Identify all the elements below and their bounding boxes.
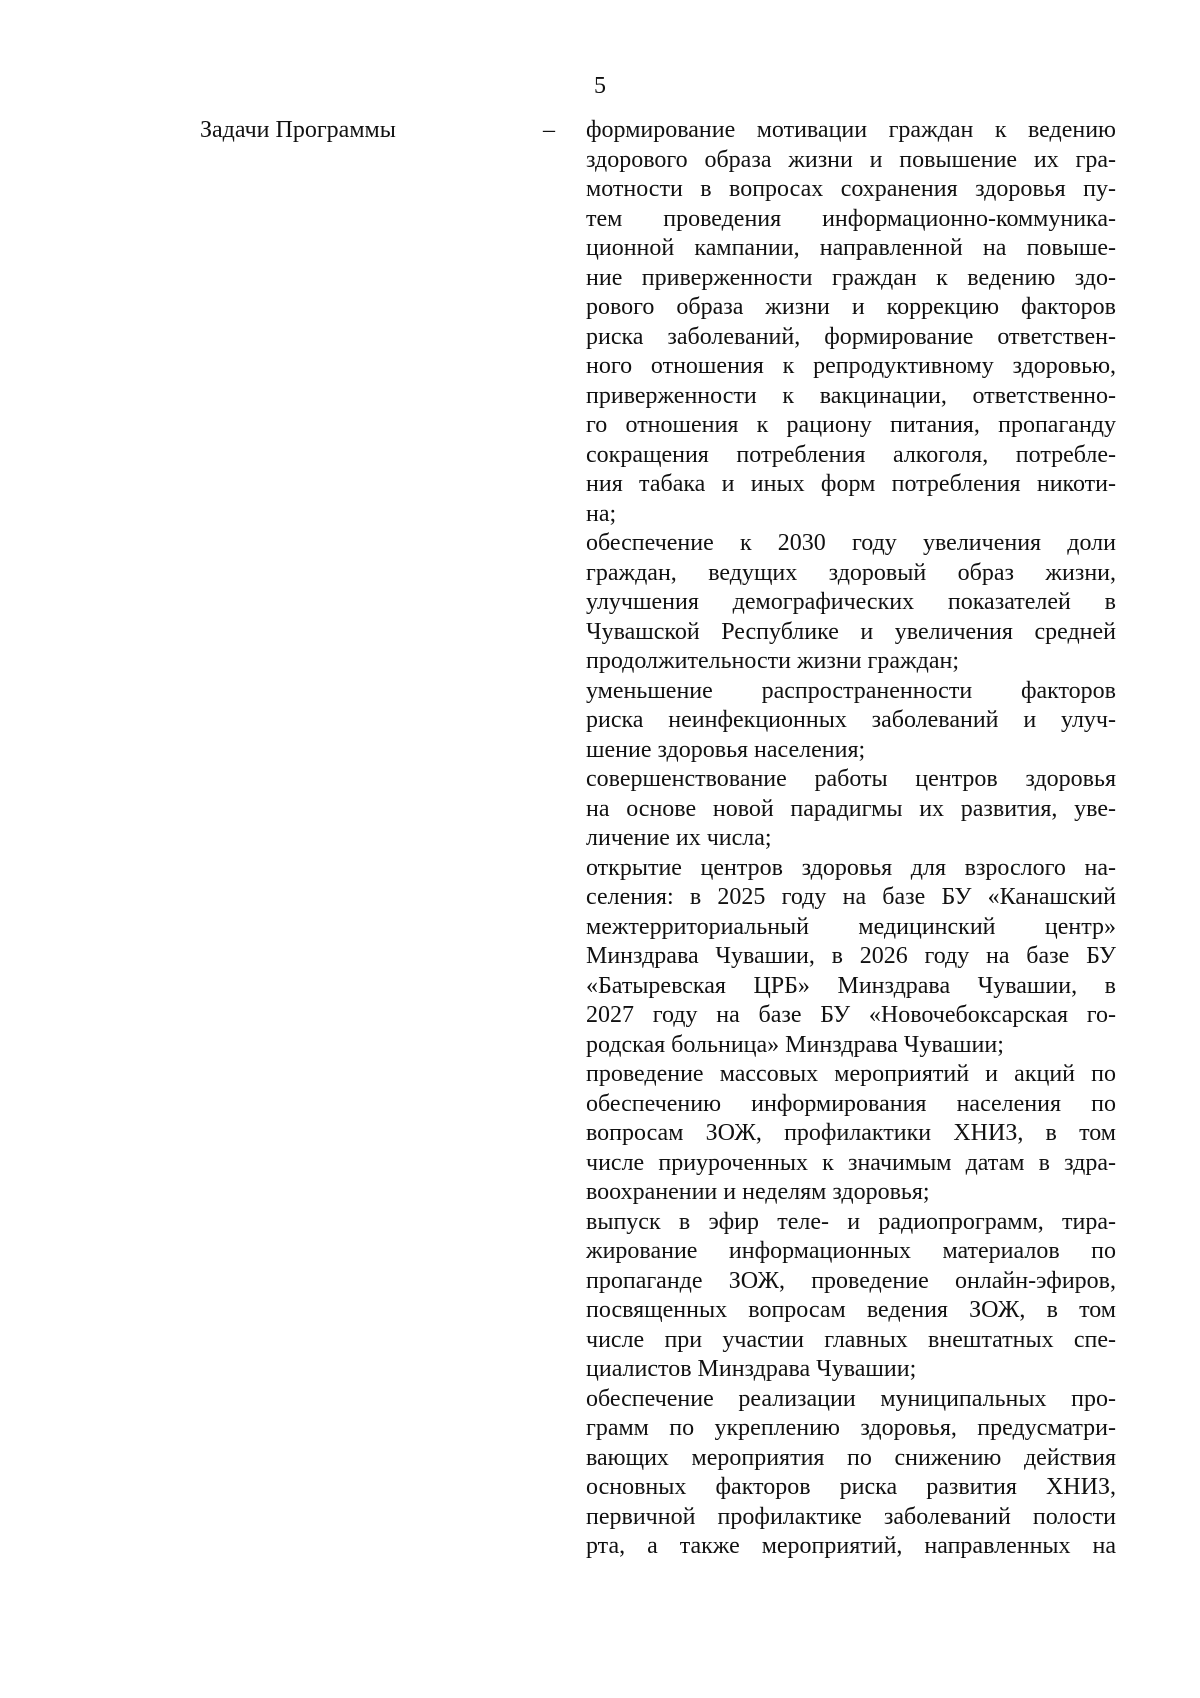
- text-line: родская больница» Минздрава Чувашии;: [586, 1031, 1004, 1058]
- text-line: селения: в 2025 году на базе БУ «Канашский: [586, 884, 1116, 910]
- text-line: Минздрава Чувашии, в 2026 году на базе БУ: [586, 943, 1116, 969]
- text-line: сокращения потребления алкоголя, потребле-: [586, 441, 1116, 468]
- text-line: проведение массовых мероприятий и акций по: [586, 1061, 1116, 1087]
- text-line: жирование информационных материалов по: [586, 1238, 1116, 1264]
- text-line: граждан, ведущих здоровый образ жизни,: [586, 559, 1116, 586]
- text-line: числе при участии главных внештатных спе-: [586, 1326, 1116, 1353]
- text-line: вающих мероприятия по снижению действия: [586, 1444, 1116, 1471]
- text-line: мотности в вопросах сохранения здоровья пу-: [586, 176, 1116, 202]
- text-line: межтерриториальный медицинский центр»: [586, 913, 1116, 940]
- text-line: приверженности к вакцинации, ответственно-: [586, 382, 1116, 409]
- text-line: обеспечение к 2030 году увеличения доли: [586, 530, 1116, 556]
- text-line: вопросам ЗОЖ, профилактики ХНИЗ, в том: [586, 1120, 1116, 1146]
- text-line: основных факторов риска развития ХНИЗ,: [586, 1474, 1116, 1500]
- text-line: уменьшение распространенности факторов: [586, 677, 1116, 704]
- text-line: первичной профилактике заболеваний полости: [586, 1503, 1116, 1530]
- text-line: ния табака и иных форм потребления никоти-: [586, 471, 1116, 497]
- text-line: открытие центров здоровья для взрослого на-: [586, 854, 1116, 881]
- text-line: посвященных вопросам ведения ЗОЖ, в том: [586, 1297, 1116, 1323]
- text-line: обеспечение реализации муниципальных про-: [586, 1385, 1116, 1412]
- text-line: рового образа жизни и коррекцию факторов: [586, 294, 1116, 320]
- text-line: ционной кампании, направленной на повыше-: [586, 235, 1116, 261]
- text-line: продолжительности жизни граждан;: [586, 648, 959, 674]
- text-line: на основе новой парадигмы их развития, уве-: [586, 795, 1116, 822]
- section-label: Задачи Программы: [200, 117, 396, 143]
- text-line: выпуск в эфир теле- и радиопрограмм, тира-: [586, 1208, 1116, 1235]
- text-line: ного отношения к репродуктивному здоровью,: [586, 353, 1116, 379]
- text-line: риска заболеваний, формирование ответствен-: [586, 323, 1116, 350]
- separator-dash: –: [543, 117, 555, 143]
- text-line: совершенствование работы центров здоровья: [586, 766, 1116, 792]
- text-line: ние приверженности граждан к ведению здо-: [586, 264, 1116, 291]
- text-line: риска неинфекционных заболеваний и улуч-: [586, 707, 1116, 733]
- text-line: го отношения к рациону питания, пропаганду: [586, 412, 1116, 438]
- text-line: грамм по укреплению здоровья, предусматри-: [586, 1415, 1116, 1441]
- text-line: рта, а также мероприятий, направленных на: [586, 1533, 1116, 1559]
- text-line: улучшения демографических показателей в: [586, 589, 1116, 615]
- text-line: 2027 году на базе БУ «Новочебоксарская го-: [586, 1002, 1116, 1028]
- text-line: на;: [586, 500, 617, 527]
- text-line: обеспечению информирования населения по: [586, 1090, 1116, 1117]
- text-line: формирование мотивации граждан к ведению: [586, 117, 1116, 143]
- text-line: шение здоровья населения;: [586, 736, 866, 763]
- text-line: личение их числа;: [586, 825, 772, 851]
- text-line: циалистов Минздрава Чувашии;: [586, 1356, 917, 1382]
- text-line: воохранении и неделям здоровья;: [586, 1179, 930, 1205]
- text-line: Чувашской Республике и увеличения средней: [586, 618, 1116, 645]
- section-content: [586, 116, 1116, 1562]
- page-number: 5: [594, 73, 606, 99]
- text-line: пропаганде ЗОЖ, проведение онлайн-эфиров,: [586, 1267, 1116, 1294]
- text-line: тем проведения информационно-коммуника-: [586, 205, 1116, 232]
- text-line: «Батыревская ЦРБ» Минздрава Чувашии, в: [586, 972, 1116, 999]
- text-line: здорового образа жизни и повышение их гра-: [586, 146, 1116, 173]
- text-line: числе приуроченных к значимым датам в здра-: [586, 1149, 1116, 1176]
